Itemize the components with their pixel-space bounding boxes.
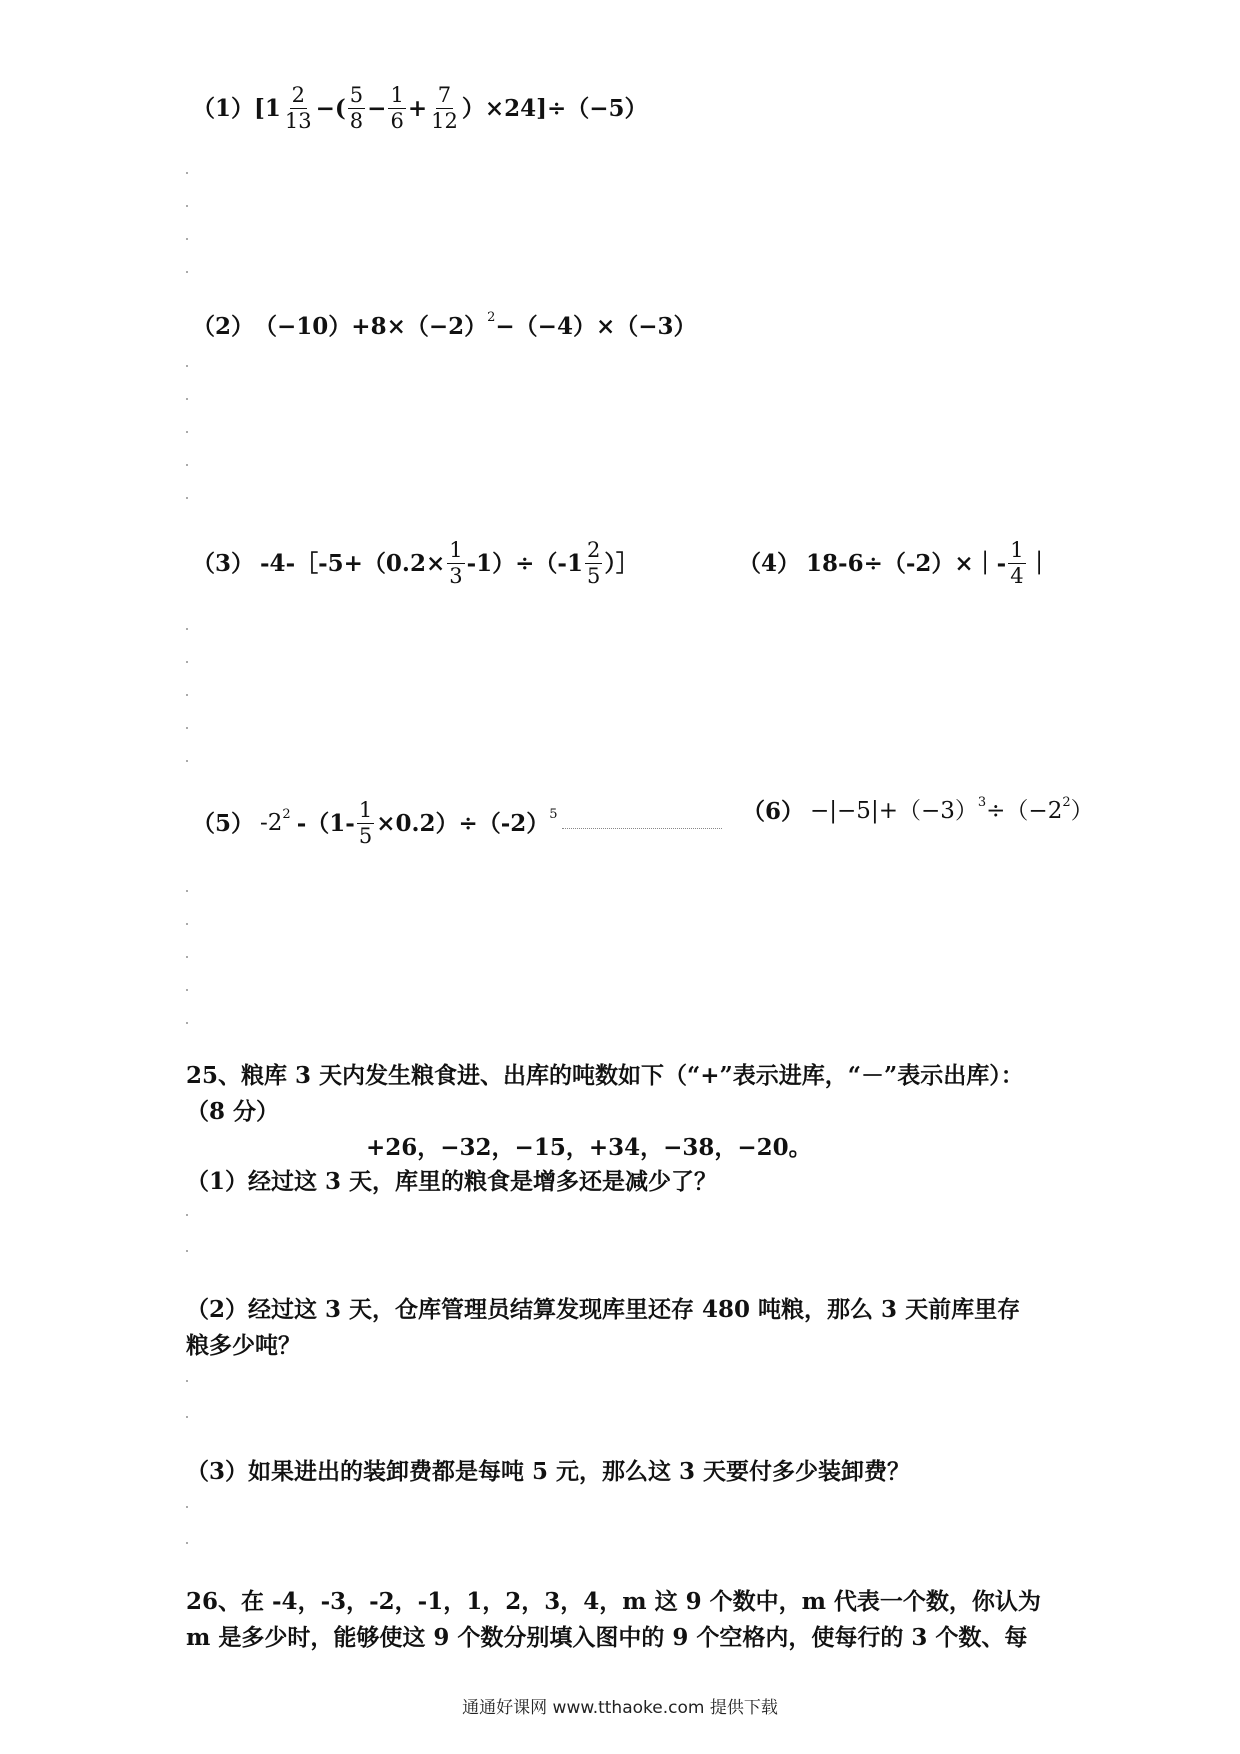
margin-dot [186,727,188,729]
footer-watermark: 通通好课网 www.tthaoke.com 提供下载 [462,1698,778,1718]
q26-line1: 26、在 -4，-3，-2，-1，1，2，3，4，m 这 9 个数中，m 代表一个数，你认为 [186,1588,1041,1615]
exponent: 2 [282,807,291,822]
margin-dot [186,890,188,892]
expr-part: ｜ [1027,550,1051,577]
margin-dot [186,760,188,762]
expr-part: （−10）+8×（−2） [254,313,488,340]
expr-part: 18-6÷（-2）×｜- [806,550,1007,577]
expr-part: ）×24]÷（−5） [461,95,648,122]
problem-3 [192,540,639,587]
margin-dot [186,238,188,240]
problem-number: （5） [192,810,255,837]
margin-dot [186,694,188,696]
margin-dot [186,956,188,958]
expr-part: ÷（−2 [986,798,1063,824]
margin-dot [186,497,188,499]
expr-part: −|−5|+（−3） [810,798,978,824]
problem-number: （2） [192,313,255,340]
q26-line2: m 是多少时，能够使这 9 个数分别填入图中的 9 个空格内，使每行的 3 个数、每 [186,1624,1028,1651]
margin-dot [186,1380,188,1382]
problem-number: （6） [742,798,805,825]
expr-part: ×0.2）÷（-2） [376,810,550,837]
exponent: 2 [487,310,496,325]
margin-dot [186,1506,188,1508]
expr-part: -4-［-5+（0.2× [260,550,446,577]
margin-dot [186,1416,188,1418]
fraction [447,540,464,587]
numerator: 7 [437,83,452,107]
exponent: 3 [977,795,987,810]
dotted-leader [562,827,722,829]
expr-part: -（1- [296,810,355,837]
margin-dot [186,431,188,433]
exponent: 2 [1062,795,1071,810]
margin-dot [186,271,188,273]
problem-4 [738,540,1051,587]
q25-sub3: （3）如果进出的装卸费都是每吨 5 元，那么这 3 天要付多少装卸费？ [186,1458,911,1485]
margin-dot [186,172,188,174]
problem-6 [742,795,1094,825]
expr-part: -2 [260,810,283,836]
numerator: 1 [390,83,404,107]
margin-dot [186,661,188,663]
margin-dot [186,1214,188,1216]
problem-2 [192,310,697,340]
expr-part: [1 [254,95,281,122]
expr-part: −（−4）×（−3） [495,313,697,340]
denominator: 3 [449,564,463,588]
q25-sub2-line1: （2）经过这 3 天，仓库管理员结算发现库里还存 480 吨粮，那么 3 天前库里存 [186,1296,1021,1323]
margin-dot [186,205,188,207]
numerator: 2 [291,83,305,107]
margin-dot [186,628,188,630]
problem-number: （1） [192,95,255,122]
margin-dot [186,1250,188,1252]
denominator: 6 [390,109,404,133]
fraction [1008,540,1025,587]
margin-dot [186,989,188,991]
fraction [585,540,602,587]
margin-dot [186,1022,188,1024]
q25-line1: 25、粮库 3 天内发生粮食进、出库的吨数如下（“+”表示进库，“－”表示出库）： [186,1062,1024,1089]
problem-number: （4） [738,550,801,577]
expr-part: ）］ [604,550,639,577]
denominator: 5 [358,824,373,848]
margin-dot [186,398,188,400]
exponent: 5 [549,807,558,822]
fraction [388,85,405,132]
expr-part: −( [315,95,346,122]
numerator: 1 [1010,538,1024,562]
q25-sub2-line2: 粮多少吨？ [186,1332,301,1359]
denominator: 13 [284,109,312,133]
denominator: 5 [586,564,601,588]
expr-part: + [407,95,428,122]
expr-part: -1）÷（-1 [466,550,583,577]
denominator: 8 [349,109,364,133]
fraction [283,85,314,132]
margin-dot [186,464,188,466]
margin-dot [186,365,188,367]
fraction [357,800,374,847]
problem-5 [192,800,726,847]
fraction [429,85,460,132]
denominator: 4 [1010,564,1024,588]
q25-sub1: （1）经过这 3 天，库里的粮食是增多还是减少了？ [186,1168,718,1195]
numerator: 5 [349,83,364,107]
margin-dot [186,1542,188,1544]
numerator: 1 [449,538,463,562]
denominator: 12 [431,109,458,133]
margin-dot [186,923,188,925]
fraction [348,85,365,132]
problem-number: （3） [192,550,255,577]
q25-data: +26，−32，−15，+34，−38，−20。 [366,1134,812,1161]
q25-line2: （8 分） [186,1098,280,1125]
expr-part: − [367,95,387,122]
problem-1 [192,85,648,132]
expr-part: ） [1070,798,1094,824]
numerator: 2 [586,538,601,562]
numerator: 1 [358,798,373,822]
